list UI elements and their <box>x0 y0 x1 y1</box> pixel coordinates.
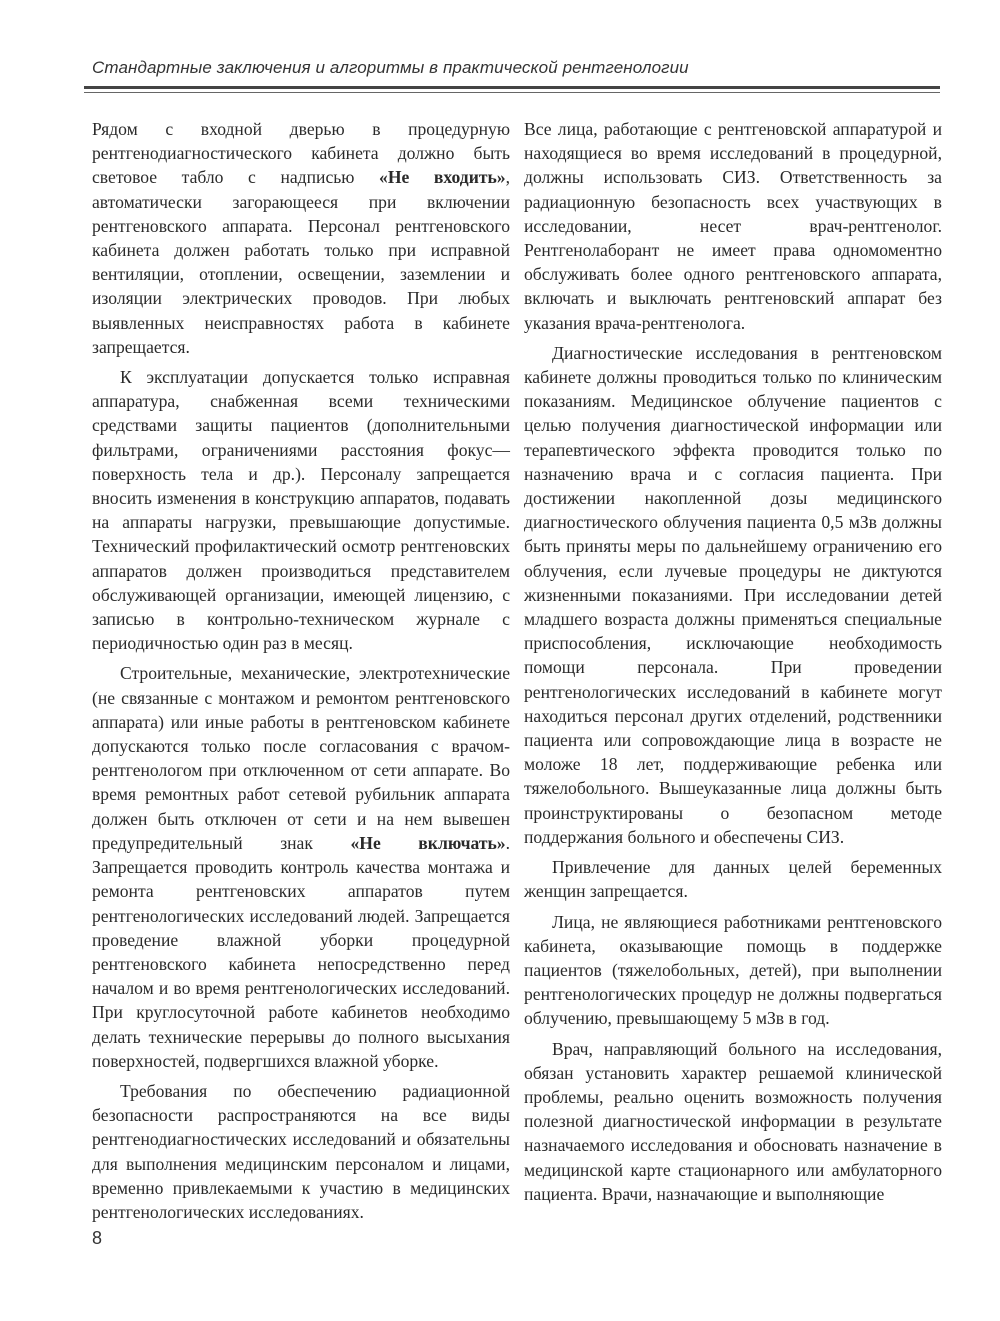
paragraph-safety-requirements: Требования по обеспечению радиационной безопасности распространяются на все виды рентгенодиагностических исследований и обязательны для выполнения медицинским персоналом и лицами, временно привлекаемыми к участию в медицинских рентгенологических исследованиях. <box>92 1080 510 1222</box>
paragraph-helpers-dose: Лица, не являющиеся работниками рентгеновского кабинета, оказывающие помощь в поддержке пациентов (тяжелобольных, детей), при выполнении рентгенологических процедур не должны подвергаться облучению, превышающему 5 мЗв в год. <box>524 911 942 1029</box>
text-span: . Запрещается проводить контроль качества монтажа и ремонта рентгеновских аппаратов путем рентгенологических исследований людей. Запрещается проведение влажной уборки процедурной рентгеновского кабинета непосредственно перед началом и во время рентгенологических исследований. При круглосуточной работе кабинетов необходимо делать технические перерывы до полного высыхания поверхностей, подвергшихся влажной уборке. <box>92 832 510 1071</box>
left-column <box>92 117 510 1230</box>
paragraph-clinical-indications: Диагностические исследования в рентгеновском кабинете должны проводиться только по клиническим показаниям. Медицинское облучение пациентов с целью получения диагностической информации или терапевтического эффекта проводится только по назначению врача и с согласия пациента. При достижении накопленной дозы медицинского диагностического облучения пациента 0,5 мЗв должны быть приняты меры по дальнейшему ограничению его облучения, если лучевые процедуры не диктуются жизненными показаниями. При исследовании детей младшего возраста должны применяться специальные приспособления, исключающие необходимость помощи персонала. При проведении рентгенологических исследований в кабинете могут находиться персонал других отделений, родственники пациента или сопровождающие лица в возрасте не моложе 18 лет, поддерживающие ребенка или тяжелобольного. Вышеуказанные лица должны быть проинструктированы о безопасном методе поддержания больного и обеспечены СИЗ. <box>524 342 942 847</box>
paragraph-staff-ppe: Все лица, работающие с рентгеновской аппаратурой и находящиеся во время исследований в процедурной, должны использовать СИЗ. Ответственность за радиационную безопасность всех участвующих в исследовании, несет врач-рентгенолог. Рентгенолаборант не имеет права одномоментно обслуживать более одного рентгеновского аппарата, включать и выключать рентгеновский аппарат без указания врача-рентгенолога. <box>524 119 942 333</box>
bold-sign-text: «Не входить» <box>379 167 506 188</box>
paragraph-referring-doctor: Врач, направляющий больного на исследования, обязан установить характер решаемой клинической проблемы, реально оценить возможность получения полезной диагностической информации в результате назначаемого исследования и обосновать назначение в медицинской карте стационарного или амбулаторного пациента. Врачи, назначающие и выполняющие <box>524 1038 942 1204</box>
text-span: Строительные, механические, электротехнические (не связанные с монтажом и ремонтом рентгеновского аппарата) или иные работы в рентгеновском кабинете допускаются только после согласования с врачом-рентгенологом при отключенном от сети аппарате. Во время ремонтных работ сетевой рубильник аппарата должен быть отключен от сети и на нем вывешен предупредительный знак <box>92 663 510 853</box>
right-column <box>524 117 942 1212</box>
running-header: Стандартные заключения и алгоритмы в практической рентгенологии <box>92 58 689 77</box>
bold-sign-text: «Не включать» <box>350 832 506 853</box>
page-number: 8 <box>92 1228 103 1248</box>
text-span: Рядом с входной дверью в процедурную рентгенодиагностического кабинета должно быть световое табло с надписью <box>92 119 510 188</box>
header-rule-thick <box>84 86 940 89</box>
paragraph-equipment: К эксплуатации допускается только исправная аппаратура, снабженная всеми техническими средствами защиты пациентов (дополнительными фильтрами, ограничениями расстояния фокус—поверхность тела и др.). Персоналу запрещается вносить изменения в конструкцию аппаратов, подавать на аппараты нагрузки, превышающие допустимые. Технический профилактический осмотр рентгеновских аппаратов должен производиться представителем обслуживающей организации, имеющей лицензию, с записью в контрольно-техническом журнале с периодичностью один раз в месяц. <box>92 367 510 654</box>
paragraph-pregnant-women: Привлечение для данных целей беременных женщин запрещается. <box>524 857 942 902</box>
header-rule-thin <box>84 92 940 93</box>
paragraph-entrance-sign <box>92 117 510 359</box>
paragraph-repair-works <box>92 661 510 1072</box>
text-span: , автоматически загорающееся при включении рентгеновского аппарата. Персонал рентгеновского кабинета должен работать только при исправной вентиляции, отоплении, освещении, заземлении и изоляции электрических проводов. При любых выявленных неисправностях работа в кабинете запрещается. <box>92 167 510 357</box>
